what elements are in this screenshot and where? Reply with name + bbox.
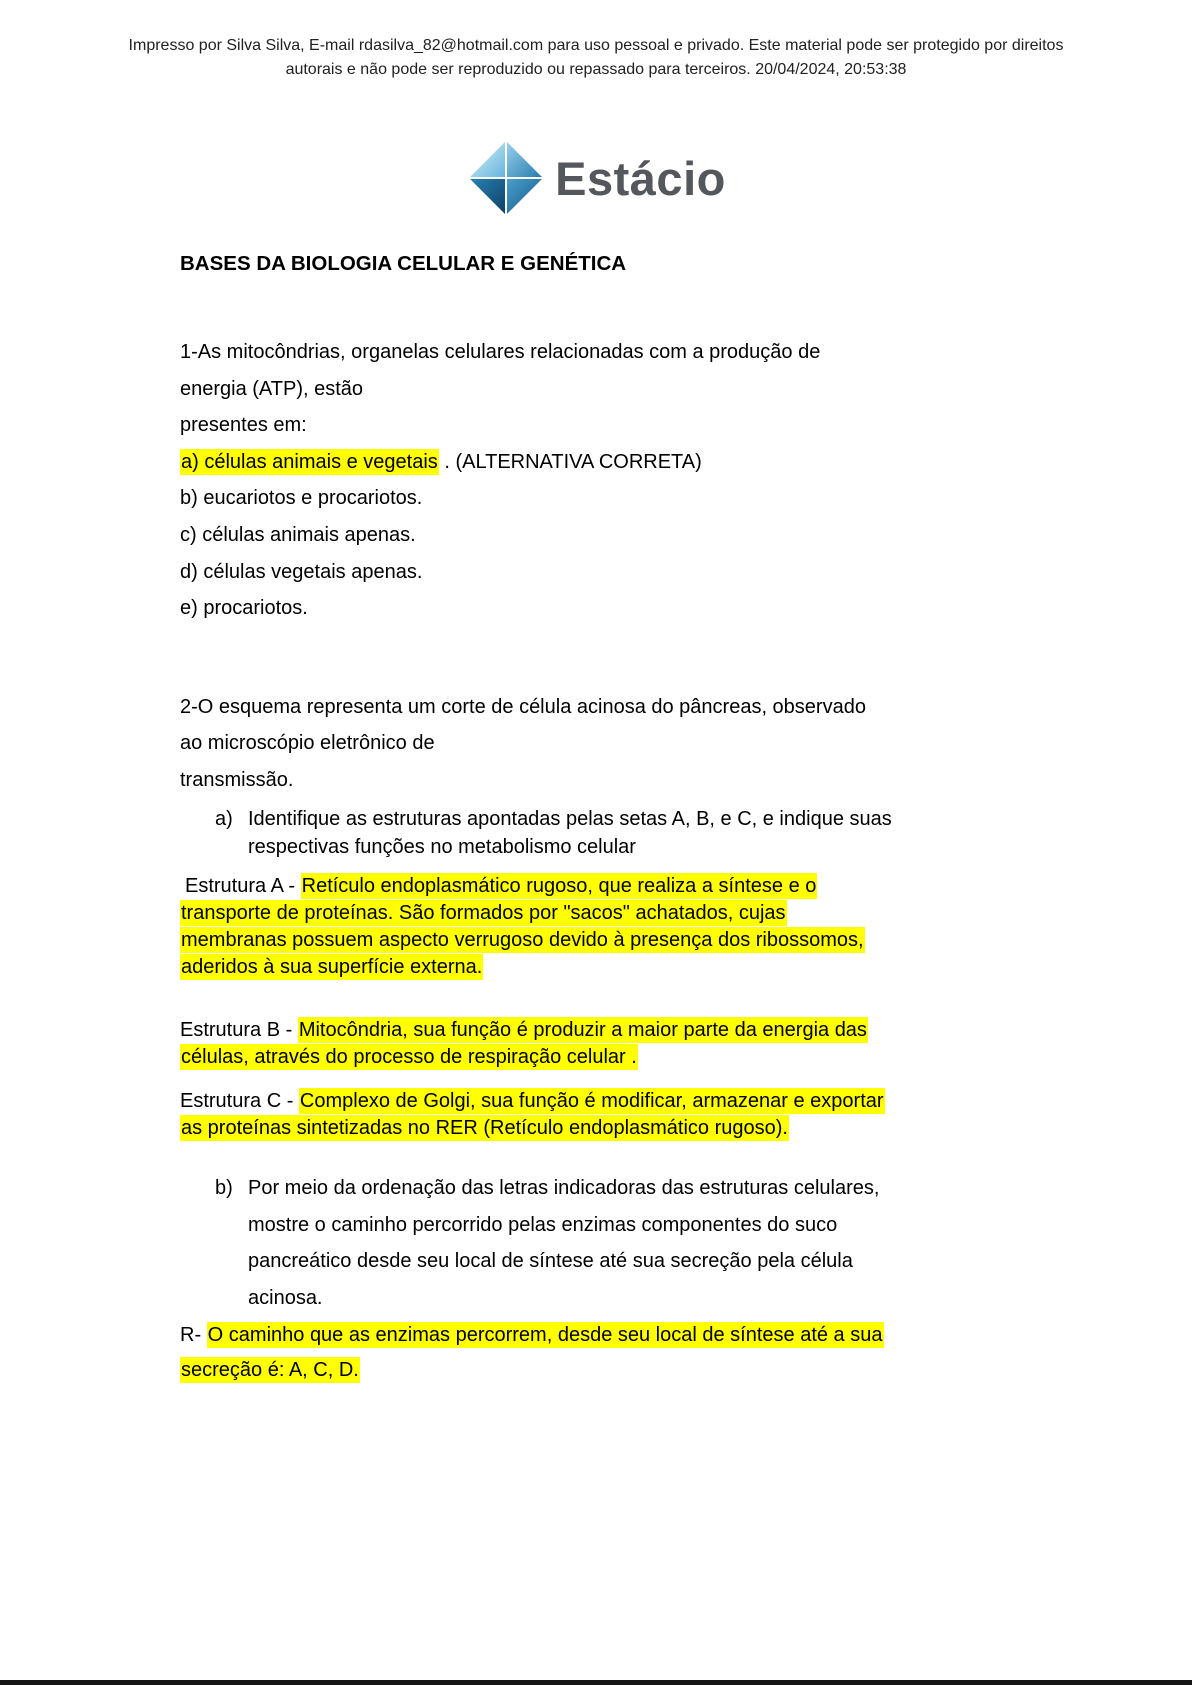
question-2-item-b xyxy=(180,1170,980,1316)
estrutura-c-label: Estrutura C - xyxy=(180,1089,294,1112)
item-b-line-3: pancreático desde seu local de síntese até sua secreção pela célula xyxy=(248,1250,853,1273)
option-a-highlight: a) células animais e vegetais xyxy=(181,450,438,473)
question-2-intro-line-1: 2-O esquema representa um corte de célula acinosa do pâncreas, observado xyxy=(180,695,866,718)
estrutura-a-label: Estrutura A - xyxy=(185,874,296,897)
question-1-option-c: c) células animais apenas. xyxy=(180,523,416,546)
estrutura-a-line xyxy=(180,900,980,927)
estrutura-a-line xyxy=(180,954,980,981)
estrutura-b-line xyxy=(180,1017,980,1044)
estrutura-a-line xyxy=(180,873,980,900)
estrutura-a-highlight: transporte de proteínas. São formados por "sacos" achatados, cujas xyxy=(181,901,786,924)
question-1-option-a xyxy=(180,444,980,481)
estacio-logo-text: Estácio xyxy=(555,151,726,205)
question-1-intro-line-2: energia (ATP), estão xyxy=(180,377,364,400)
item-a-line-2: respectivas funções no metabolismo celular xyxy=(248,835,636,858)
estrutura-c-answer xyxy=(180,1088,980,1142)
resposta-label: R- xyxy=(180,1324,202,1347)
estrutura-a-line xyxy=(180,927,980,954)
estacio-logo xyxy=(0,138,1192,218)
resposta-highlight: secreção é: A, C, D. xyxy=(181,1359,359,1382)
estrutura-a-highlight: membranas possuem aspecto verrugoso devido à presença dos ribossomos, xyxy=(181,928,864,951)
course-title: BASES DA BIOLOGIA CELULAR E GENÉTICA xyxy=(180,252,627,275)
estrutura-b-highlight: Mitocôndria, sua função é produzir a maior parte da energia das xyxy=(298,1019,867,1042)
item-a-line-1: Identifique as estruturas apontadas pelas setas A, B, e C, e indique suas xyxy=(248,807,892,830)
estrutura-a-highlight: aderidos à sua superfície externa. xyxy=(181,956,483,979)
document-body xyxy=(180,252,980,1388)
estrutura-b-line xyxy=(180,1044,980,1071)
question-1-intro-line-1: 1-As mitocôndrias, organelas celulares relacionadas com a produção de xyxy=(180,341,821,363)
item-a-text xyxy=(248,805,892,861)
resposta-line xyxy=(180,1353,980,1388)
estrutura-c-highlight: Complexo de Golgi, sua função é modificar, armazenar e exportar xyxy=(299,1089,884,1112)
question-1-option-d: d) células vegetais apenas. xyxy=(180,560,423,583)
estrutura-b-answer xyxy=(180,1017,980,1071)
resposta-highlight: O caminho que as enzimas percorrem, desde seu local de síntese até a sua xyxy=(207,1324,883,1347)
question-1-intro-line-3: presentes em: xyxy=(180,414,307,437)
item-b-text xyxy=(248,1170,879,1316)
question-2-intro-line-3: transmissão. xyxy=(180,768,294,791)
item-b-line-4: acinosa. xyxy=(248,1286,323,1309)
question-1 xyxy=(180,334,980,627)
estrutura-b-highlight: células, através do processo de respiração celular . xyxy=(181,1046,637,1069)
item-b-label: b) xyxy=(215,1177,233,1200)
question-2 xyxy=(180,689,980,1389)
estacio-diamond-icon xyxy=(466,138,546,218)
page-bottom-border xyxy=(0,1680,1192,1685)
resposta-line xyxy=(180,1318,980,1353)
estrutura-c-highlight: as proteínas sintetizadas no RER (Retículo endoplasmático rugoso). xyxy=(181,1116,788,1139)
item-b-line-2: mostre o caminho percorrido pelas enzimas componentes do suco xyxy=(248,1213,838,1236)
estrutura-c-line xyxy=(180,1088,980,1115)
estrutura-a-highlight: Retículo endoplasmático rugoso, que realiza a síntese e o xyxy=(301,874,817,897)
estrutura-c-line xyxy=(180,1115,980,1142)
watermark-text-line-1: Impresso por Silva Silva, E-mail rdasilva_82@hotmail.com para uso pessoal e privado. Este material pode ser protegido por direitos xyxy=(128,37,1064,54)
question-2-answer xyxy=(180,1318,980,1388)
estrutura-a-answer xyxy=(180,873,980,982)
estrutura-b-label: Estrutura B - xyxy=(180,1019,293,1042)
item-b-line-1: Por meio da ordenação das letras indicadoras das estruturas celulares, xyxy=(248,1177,880,1200)
watermark-text-line-2: autorais e não pode ser reproduzido ou repassado para terceiros. 20/04/2024, 20:53:38 xyxy=(285,61,907,78)
question-1-option-e: e) procariotos. xyxy=(180,597,308,620)
question-2-item-a xyxy=(180,805,980,861)
question-2-intro-line-2: ao microscópio eletrônico de xyxy=(180,732,435,755)
print-watermark xyxy=(0,0,1192,82)
option-a-correct-note: . (ALTERNATIVA CORRETA) xyxy=(438,450,702,473)
question-1-option-b: b) eucariotos e procariotos. xyxy=(180,487,423,510)
question-2-intro xyxy=(180,689,980,799)
item-a-label: a) xyxy=(215,807,233,830)
